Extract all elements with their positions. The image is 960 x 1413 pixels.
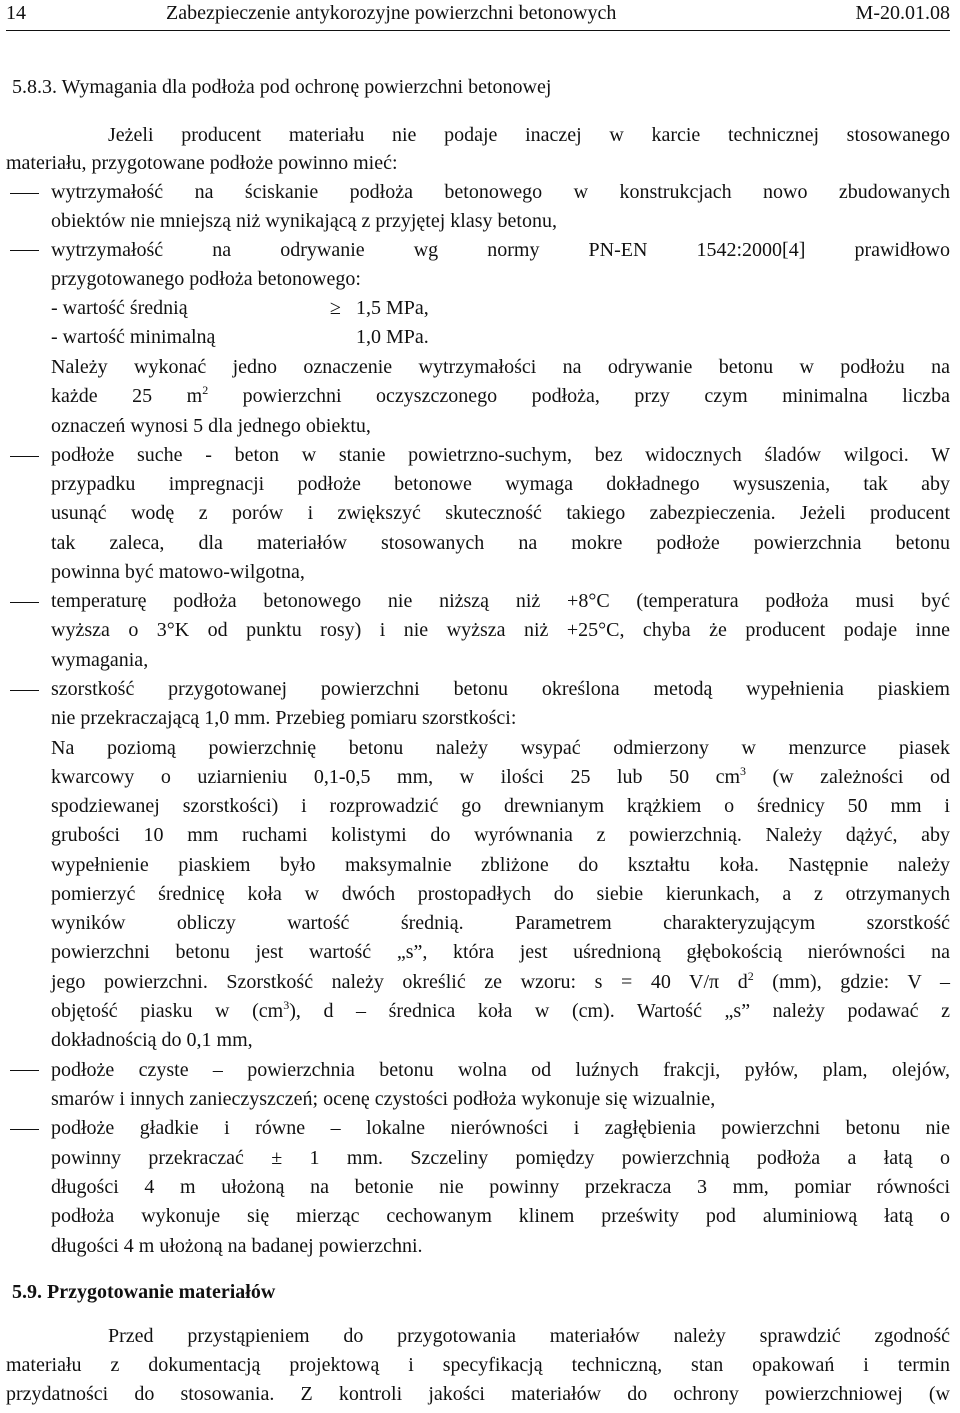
list-item-line: przygotowanego podłoża betonowego:	[51, 268, 361, 290]
list-item-line: temperaturę podłoża betonowego nie niższą niż +8°C (temperatura podłoża musi być	[51, 590, 950, 612]
paragraph-line: grubości 10 mm ruchami kolistymi do wyrównania z powierzchnią. Należy dążyć, aby	[51, 824, 950, 846]
paragraph-line: Jeżeli producent materiału nie podaje inaczej w karcie technicznej stosowanego	[108, 124, 950, 146]
page-number: 14	[6, 2, 26, 24]
list-item-line: podłoże czyste – powierzchnia betonu wolna od luźnych frakcji, pyłów, plam, olejów,	[51, 1059, 950, 1081]
paragraph-line: Należy wykonać jedno oznaczenie wytrzymałości na odrywanie betonu w podłożu na	[51, 356, 950, 378]
paragraph-line: wyników obliczy wartość średnią. Parametrem charakteryzującym szorstkość	[51, 912, 950, 934]
paragraph-line: pomierzyć średnicę koła w dwóch prostopadłych do siebie kierunkach, a z otrzymanych	[51, 883, 950, 905]
page-header	[6, 0, 950, 31]
paragraph-line: jego powierzchni. Szorstkość należy określić ze wzoru: s = 40 V/π $d^2$ (mm), gdzie: V –	[51, 969, 950, 993]
list-dash	[10, 250, 39, 251]
paragraph-line: Przed przystąpieniem do przygotowania materiałów należy sprawdzić zgodność	[108, 1325, 950, 1347]
list-dash	[10, 602, 39, 603]
list-item-line: podłoża wykonuje się mierząc cechowanym klinem prześwity pod aluminiową łatą o	[51, 1205, 950, 1227]
list-dash	[10, 690, 39, 691]
list-item-line: powinna być matowo-wilgotna,	[51, 561, 305, 583]
list-dash	[10, 1070, 39, 1071]
list-item-line: smarów i innych zanieczyszczeń; ocenę czystości podłoża wykonuje się wizualnie,	[51, 1088, 716, 1110]
document-code: M-20.01.08	[855, 2, 950, 24]
paragraph-line: materiału, przygotowane podłoże powinno mieć:	[6, 152, 398, 174]
list-item-line: usunąć wodę z porów i zwiększyć skuteczność takiego zabezpieczenia. Jeżeli producent	[51, 502, 950, 524]
value-average-label: - wartość średnią	[51, 297, 188, 319]
list-item-line: powinny przekraczać ± 1 mm. Szczeliny pomiędzy powierzchnią podłoża a łatą o	[51, 1147, 950, 1169]
section-heading-5-9: 5.9. Przygotowanie materiałów	[12, 1281, 276, 1303]
list-item-line: przypadku impregnacji podłoże betonowe wymaga dokładnego wysuszenia, tak aby	[51, 473, 950, 495]
list-item-line: wyższa o 3°K od punktu rosy) i nie wyższa niż +25°C, chyba że producent podaje inne	[51, 619, 950, 641]
paragraph-line: spodziewanej szorstkości) i rozprowadzić go drewnianym krążkiem o średnicy 50 mm i	[51, 795, 950, 817]
list-item-line: wymagania,	[51, 649, 149, 671]
list-item-line: tak zaleca, dla materiałów stosowanych na mokre podłoże powierzchnia betonu	[51, 532, 950, 554]
paragraph-line: każde 25 $m^2$ powierzchni oczyszczonego podłoża, przy czym minimalna liczba	[51, 383, 950, 407]
paragraph-line: oznaczeń wynosi 5 dla jednego obiektu,	[51, 415, 371, 437]
list-item-line: długości 4 m ułożoną na betonie nie powinny przekracza 3 mm, pomiar równości	[51, 1176, 950, 1198]
list-item-line: podłoże suche - beton w stanie powietrzno-suchym, bez widocznych śladów wilgoci. W	[51, 444, 950, 466]
paragraph-line: Na poziomą powierzchnię betonu należy wsypać odmierzony w menzurce piasek	[51, 737, 950, 759]
list-item-line: obiektów nie mniejszą niż wynikającą z przyjętej klasy betonu,	[51, 210, 557, 232]
paragraph-line: przydatności do stosowania. Z kontroli jakości materiałów do ochrony powierzchniowej (w	[6, 1383, 950, 1405]
list-item-line: wytrzymałość na ściskanie podłoża betonowego w konstrukcjach nowo zbudowanych	[51, 181, 950, 203]
paragraph-line: objętość piasku w $(cm^3)$, d – średnica koła w (cm). Wartość „s” należy podawać z	[51, 998, 951, 1022]
header-title: Zabezpieczenie antykorozyjne powierzchni betonowych	[166, 2, 617, 24]
list-item-line: wytrzymałość na odrywanie wg normy PN-EN 1542:2000[4] prawidłowo	[51, 239, 950, 261]
greater-equal-sign: ≥	[330, 297, 341, 319]
paragraph-line: materiału z dokumentacją projektową i specyfikacją techniczną, stan opakowań i termin	[6, 1354, 950, 1376]
value-average: 1,5 MPa,	[356, 297, 429, 319]
value-minimum-label: - wartość minimalną	[51, 326, 216, 348]
list-item-line: nie przekraczającą 1,0 mm. Przebieg pomiaru szorstkości:	[51, 707, 517, 729]
paragraph-line: dokładnością do 0,1 mm,	[51, 1029, 253, 1051]
section-number: 5.8.3.	[12, 76, 57, 98]
list-dash	[10, 1129, 39, 1130]
value-minimum: 1,0 MPa.	[356, 326, 429, 348]
list-item-line: podłoże gładkie i równe – lokalne nierówności i zagłębienia powierzchni betonu nie	[51, 1117, 950, 1139]
list-item-line: długości 4 m ułożoną na badanej powierzchni.	[51, 1235, 423, 1257]
paragraph-line: wypełnienie piaskiem było maksymalnie zbliżone do kształtu koła. Następnie należy	[51, 854, 950, 876]
paragraph-line: powierzchni betonu jest wartość „s”, która jest uśrednioną głębokością nierówności na	[51, 941, 950, 963]
list-dash	[10, 456, 39, 457]
section-heading-5-8-3	[12, 75, 551, 99]
section-title: Wymagania dla podłoża pod ochronę powierzchni betonowej	[61, 76, 552, 98]
paragraph-line: kwarcowy o uziarnieniu 0,1-0,5 mm, w ilości 25 lub 50 $cm^3$ (w zależności od	[51, 764, 950, 788]
list-dash	[10, 193, 39, 194]
list-item-line: szorstkość przygotowanej powierzchni betonu określona metodą wypełnienia piaskiem	[51, 678, 950, 700]
